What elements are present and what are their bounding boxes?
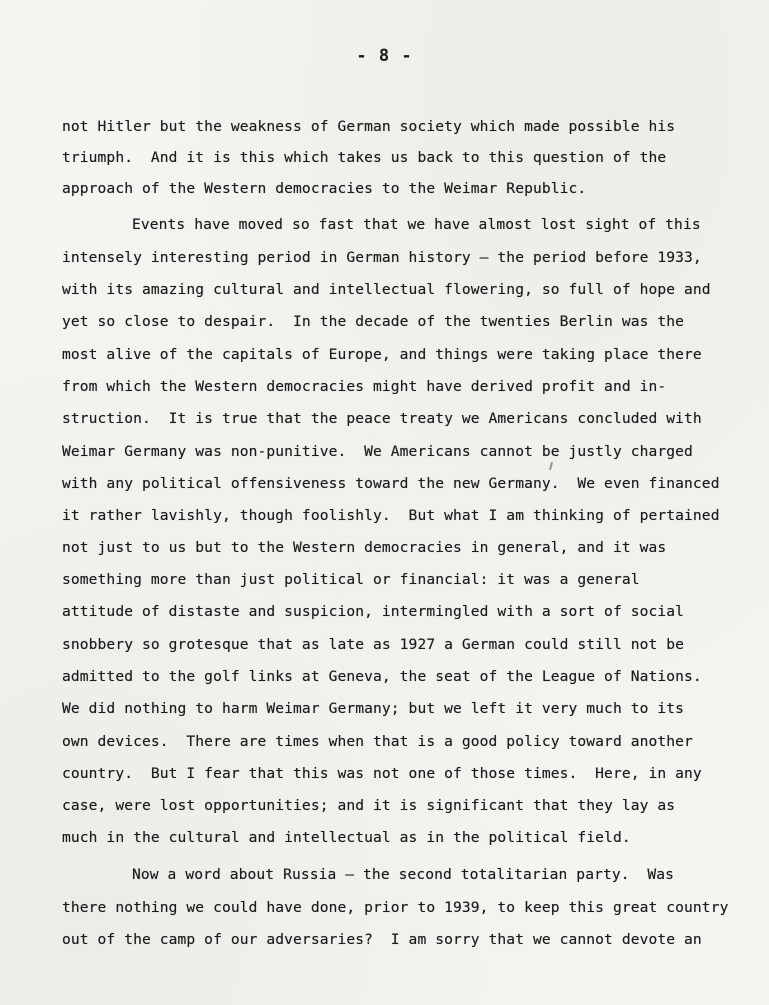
text-line: it rather lavishly, though foolishly. But what I am thinking of pertained [62, 507, 720, 524]
text-line: from which the Western democracies might have derived profit and in- [62, 378, 667, 395]
text-line: case, were lost opportunities; and it is significant that they lay as [62, 797, 676, 814]
paragraph-start-line: Now a word about Russia — the second totalitarian party. Was [132, 866, 675, 883]
text-line: not just to us but to the Western democracies in general, and it was [62, 539, 667, 556]
text-line: out of the camp of our adversaries? I am sorry that we cannot devote an [62, 931, 702, 948]
text-line: admitted to the golf links at Geneva, the seat of the League of Nations. [62, 668, 702, 685]
text-line: approach of the Western democracies to the Weimar Republic. [62, 180, 587, 197]
text-line: Weimar Germany was non-punitive. We Americans cannot be justly charged [62, 443, 693, 460]
text-line: not Hitler but the weakness of German society which made possible his [62, 118, 676, 135]
text-line: there nothing we could have done, prior to 1939, to keep this great country [62, 899, 729, 916]
text-line: struction. It is true that the peace treaty we Americans concluded with [62, 410, 702, 427]
text-line: much in the cultural and intellectual as in the political field. [62, 829, 631, 846]
stray-ink-mark [549, 462, 553, 470]
text-line: triumph. And it is this which takes us back to this question of the [62, 149, 667, 166]
text-line: most alive of the capitals of Europe, and things were taking place there [62, 346, 702, 363]
text-line: with its amazing cultural and intellectual flowering, so full of hope and [62, 281, 711, 298]
text-line: own devices. There are times when that is a good policy toward another [62, 733, 693, 750]
text-line: attitude of distaste and suspicion, intermingled with a sort of social [62, 603, 685, 620]
page-number: - 8 - [356, 46, 413, 66]
text-line: with any political offensiveness toward the new Germany. We even financed [62, 475, 720, 492]
text-line: We did nothing to harm Weimar Germany; but we left it very much to its [62, 700, 685, 717]
text-line: country. But I fear that this was not one of those times. Here, in any [62, 765, 702, 782]
text-line: yet so close to despair. In the decade of the twenties Berlin was the [62, 313, 685, 330]
text-line: something more than just political or financial: it was a general [62, 571, 640, 588]
text-line: snobbery so grotesque that as late as 1927 a German could still not be [62, 636, 685, 653]
paragraph-start-line: Events have moved so fast that we have almost lost sight of this [132, 216, 701, 233]
text-line: intensely interesting period in German history — the period before 1933, [62, 249, 702, 266]
